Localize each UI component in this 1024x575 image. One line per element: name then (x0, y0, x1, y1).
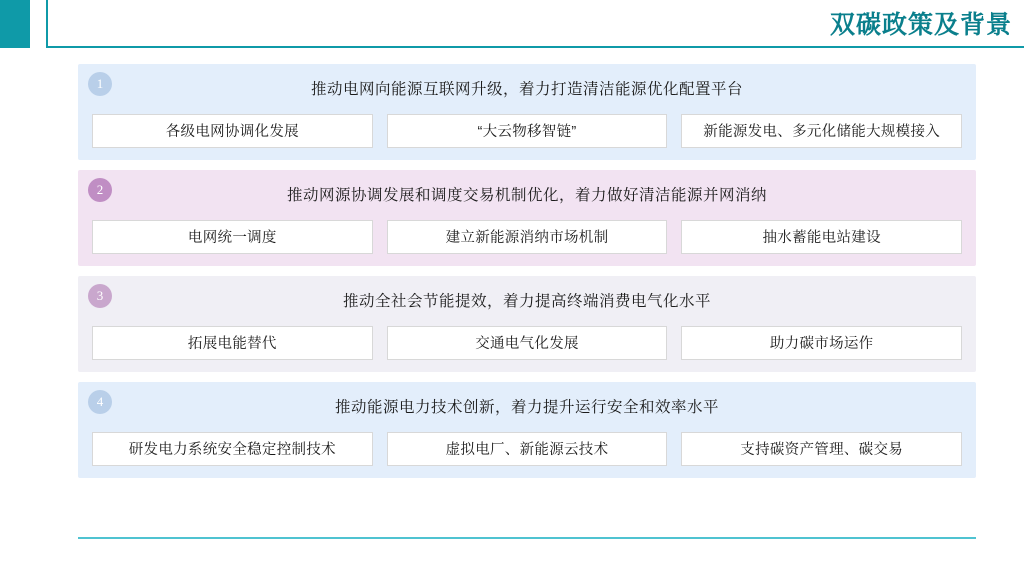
footer-divider (78, 537, 976, 539)
policy-card[interactable]: 研发电力系统安全稳定控制技术 (92, 432, 373, 466)
policy-group-3 (78, 276, 976, 372)
group-title: 推动网源协调发展和调度交易机制优化，着力做好清洁能源并网消纳 (286, 187, 767, 204)
group-title: 推动全社会节能提效，着力提高终端消费电气化水平 (342, 293, 711, 310)
policy-card[interactable]: 交通电气化发展 (387, 326, 668, 360)
group-card-row (92, 220, 962, 254)
group-card-row (92, 432, 962, 466)
policy-group-2 (78, 170, 976, 266)
policy-card[interactable]: 助力碳市场运作 (681, 326, 962, 360)
header-accent-block (0, 0, 30, 48)
group-number-badge: 3 (88, 284, 112, 308)
header-accent-line (30, 0, 48, 48)
policy-card[interactable]: 新能源发电、多元化储能大规模接入 (681, 114, 962, 148)
page-title: 双碳政策及背景 (829, 11, 1012, 39)
policy-card[interactable]: 支持碳资产管理、碳交易 (681, 432, 962, 466)
policy-card[interactable]: 拓展电能替代 (92, 326, 373, 360)
policy-card[interactable]: 虚拟电厂、新能源云技术 (387, 432, 668, 466)
header-divider (48, 46, 1024, 48)
group-title: 推动电网向能源互联网升级，着力打造清洁能源优化配置平台 (310, 81, 743, 98)
group-card-row (92, 114, 962, 148)
policy-card[interactable]: 抽水蓄能电站建设 (681, 220, 962, 254)
policy-card[interactable]: 各级电网协调化发展 (92, 114, 373, 148)
group-number-badge: 1 (88, 72, 112, 96)
group-card-row (92, 326, 962, 360)
policy-card[interactable]: 电网统一调度 (92, 220, 373, 254)
slide-header (0, 0, 1024, 58)
group-title: 推动能源电力技术创新，着力提升运行安全和效率水平 (334, 399, 719, 416)
policy-group-1 (78, 64, 976, 160)
content-area (78, 64, 976, 488)
group-number-badge: 4 (88, 390, 112, 414)
policy-card[interactable]: 建立新能源消纳市场机制 (387, 220, 668, 254)
policy-group-4 (78, 382, 976, 478)
policy-card[interactable]: “大云物移智链” (387, 114, 668, 148)
group-number-badge: 2 (88, 178, 112, 202)
